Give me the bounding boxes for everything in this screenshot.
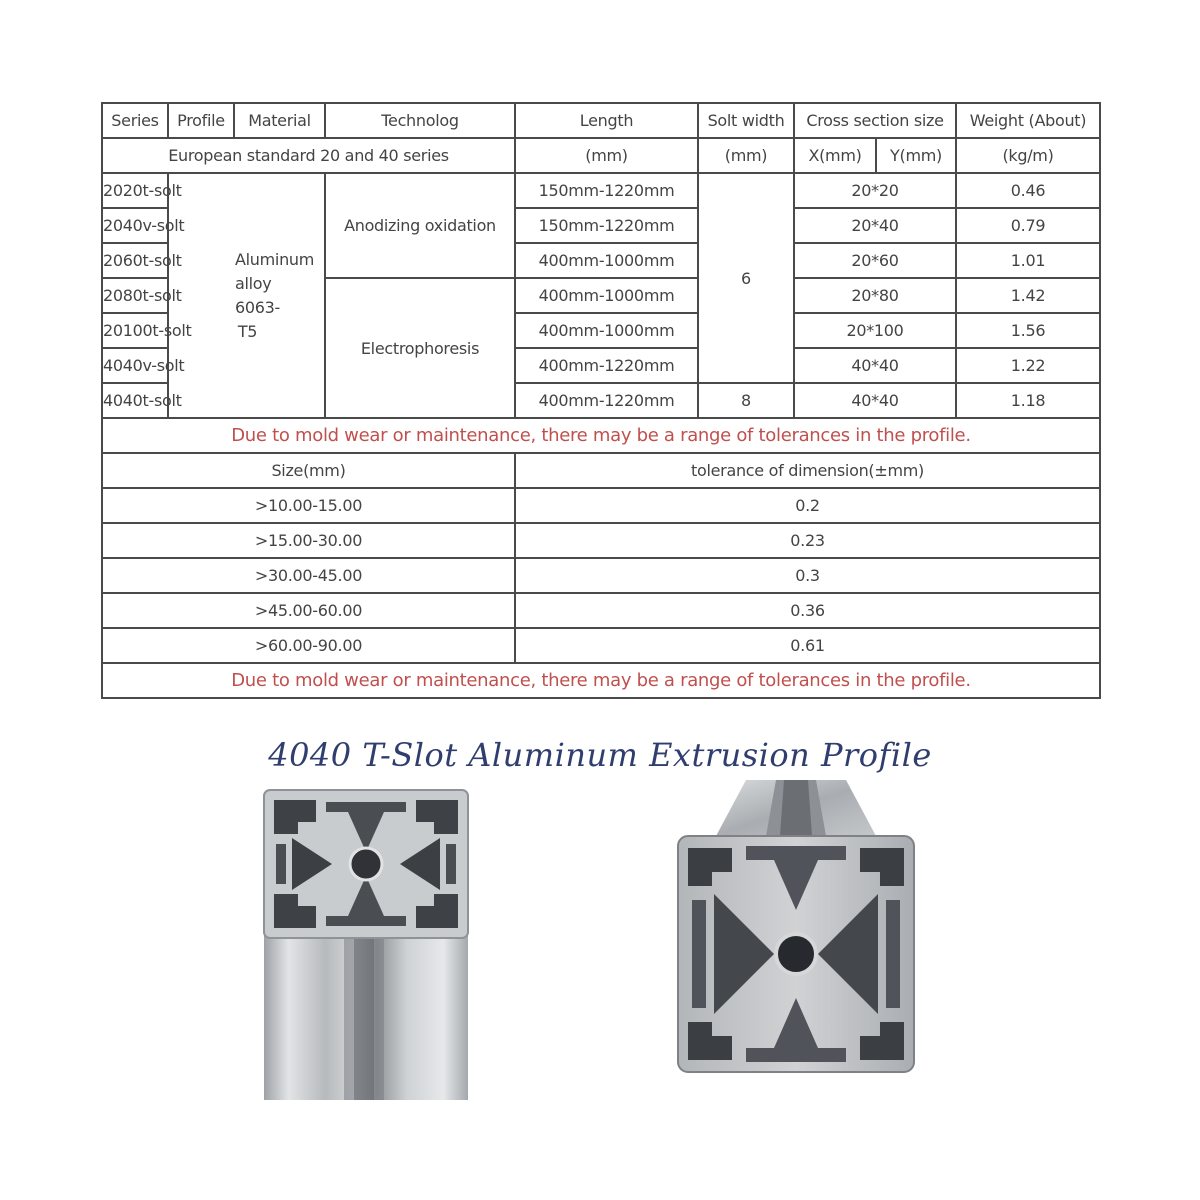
technology-cell: Electrophoresis bbox=[325, 278, 515, 418]
tolerance-header-row bbox=[102, 453, 1100, 488]
col-header-weight: Weight (About) bbox=[956, 103, 1100, 138]
size-cell: 40*40 bbox=[794, 383, 956, 418]
series-cell: 2080t-solt bbox=[102, 278, 168, 313]
col-header-profile: Profile bbox=[168, 103, 234, 138]
profile-front-photo bbox=[262, 788, 472, 1100]
weight-cell: 1.42 bbox=[956, 278, 1100, 313]
slot-width-cell: 8 bbox=[698, 383, 794, 418]
length-cell: 400mm-1000mm bbox=[515, 243, 698, 278]
weight-cell: 0.79 bbox=[956, 208, 1100, 243]
col-header-technology: Technolog bbox=[325, 103, 515, 138]
y-unit: Y(mm) bbox=[876, 138, 956, 173]
size-cell: 20*60 bbox=[794, 243, 956, 278]
size-cell: 20*80 bbox=[794, 278, 956, 313]
tolerance-row bbox=[102, 628, 1100, 663]
col-header-cross-section: Cross section size bbox=[794, 103, 956, 138]
tolerance-size-header: Size(mm) bbox=[102, 453, 515, 488]
technology-cell: Anodizing oxidation bbox=[325, 173, 515, 278]
length-cell: 400mm-1000mm bbox=[515, 278, 698, 313]
tolerance-note: Due to mold wear or maintenance, there may be a range of tolerances in the profile. bbox=[102, 663, 1100, 698]
length-cell: 150mm-1220mm bbox=[515, 208, 698, 243]
length-unit: (mm) bbox=[515, 138, 698, 173]
weight-cell: 1.56 bbox=[956, 313, 1100, 348]
col-header-length: Length bbox=[515, 103, 698, 138]
series-cell: 20100t-solt bbox=[102, 313, 168, 348]
weight-cell: 0.46 bbox=[956, 173, 1100, 208]
weight-cell: 1.22 bbox=[956, 348, 1100, 383]
tolerance-size: >30.00-45.00 bbox=[102, 558, 515, 593]
tolerance-row bbox=[102, 558, 1100, 593]
series-cell: 4040t-solt bbox=[102, 383, 168, 418]
table-row bbox=[102, 173, 1100, 208]
size-cell: 40*40 bbox=[794, 348, 956, 383]
weight-cell: 1.18 bbox=[956, 383, 1100, 418]
size-cell: 20*40 bbox=[794, 208, 956, 243]
slot-width-cell: 6 bbox=[698, 173, 794, 383]
size-cell: 20*20 bbox=[794, 173, 956, 208]
tolerance-size: >10.00-15.00 bbox=[102, 488, 515, 523]
tolerance-value: 0.61 bbox=[515, 628, 1100, 663]
series-cell: 4040v-solt bbox=[102, 348, 168, 383]
spec-table bbox=[101, 102, 1101, 699]
col-header-material: Material bbox=[234, 103, 325, 138]
weight-cell: 1.01 bbox=[956, 243, 1100, 278]
note-row bbox=[102, 663, 1100, 698]
tolerance-size: >45.00-60.00 bbox=[102, 593, 515, 628]
col-header-slot-width: Solt width bbox=[698, 103, 794, 138]
tolerance-value: 0.36 bbox=[515, 593, 1100, 628]
series-cell: 2040v-solt bbox=[102, 208, 168, 243]
tolerance-row bbox=[102, 523, 1100, 558]
length-cell: 150mm-1220mm bbox=[515, 173, 698, 208]
header-row bbox=[102, 103, 1100, 138]
tolerance-row bbox=[102, 488, 1100, 523]
tolerance-value-header: tolerance of dimension(±mm) bbox=[515, 453, 1100, 488]
standard-label: European standard 20 and 40 series bbox=[102, 138, 515, 173]
size-cell: 20*100 bbox=[794, 313, 956, 348]
tolerance-size: >60.00-90.00 bbox=[102, 628, 515, 663]
tolerance-value: 0.2 bbox=[515, 488, 1100, 523]
length-cell: 400mm-1000mm bbox=[515, 313, 698, 348]
weight-unit: (kg/m) bbox=[956, 138, 1100, 173]
col-header-series: Series bbox=[102, 103, 168, 138]
length-cell: 400mm-1220mm bbox=[515, 383, 698, 418]
units-row bbox=[102, 138, 1100, 173]
x-unit: X(mm) bbox=[794, 138, 876, 173]
series-cell: 2060t-solt bbox=[102, 243, 168, 278]
product-title: 4040 T-Slot Aluminum Extrusion Profile bbox=[268, 736, 932, 774]
tolerance-value: 0.3 bbox=[515, 558, 1100, 593]
slot-unit: (mm) bbox=[698, 138, 794, 173]
material-cell: Aluminum alloy 6063-T5 bbox=[168, 173, 325, 418]
tolerance-value: 0.23 bbox=[515, 523, 1100, 558]
tolerance-row bbox=[102, 593, 1100, 628]
tolerance-size: >15.00-30.00 bbox=[102, 523, 515, 558]
length-cell: 400mm-1220mm bbox=[515, 348, 698, 383]
note-row bbox=[102, 418, 1100, 453]
tolerance-note: Due to mold wear or maintenance, there may be a range of tolerances in the profile. bbox=[102, 418, 1100, 453]
series-cell: 2020t-solt bbox=[102, 173, 168, 208]
profile-perspective-photo bbox=[676, 776, 926, 1076]
